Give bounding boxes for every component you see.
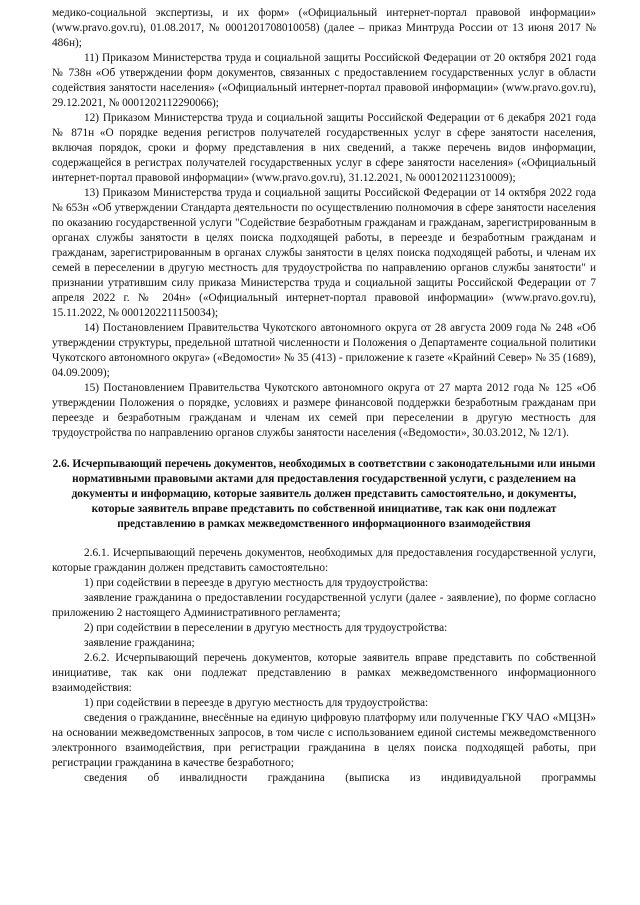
paragraph-list-item: заявление гражданина; (84, 637, 195, 649)
paragraph-2-6-1: 2.6.1. Исчерпывающий перечень документов, необходимых для предоставления государственной услуги, которые гражданин должен представить самостоятельно: (52, 547, 596, 574)
paragraph-list-item: сведения об инвалидности гражданина (выписка из индивидуальной программы (84, 772, 596, 784)
paragraph-list-item: заявление гражданина о предоставлении государственной услуги (далее - заявление), по форме согласно приложению 2 настоящего Административного регламента; (52, 592, 596, 619)
section-heading-2-6: 2.6. Исчерпывающий перечень документов, необходимых в соответствии с законодательными или иными нормативными правовыми актами для предоставления государственной услуги, с разделением на документы и информацию, которые заявитель должен представить самостоятельно, и документы, которые заявитель вправе представить по собственной инициативе, так как они подлежат представлению в рамках межведомственного информационного взаимодействия (52, 458, 596, 530)
paragraph-continuation: медико-социальной экспертизы, и их форм» («Официальный интернет-портал правовой информации» (www.pravo.gov.ru), 01.08.2017, № 0001201708010058) (далее – приказ Минтруда России от 13 июня 2017 № 486н); (52, 7, 596, 49)
paragraph-item-13: 13) Приказом Министерства труда и социальной защиты Российской Федерации от 14 октября 2022 года № 653н «Об утверждении Стандарта деятельности по осуществлению полномочия в сфере занятости населения по оказанию государственной услуги "Содействие безработным гражданам и гражданам, зарегистрированным в органах службы занятости в целях поиска подходящей работы, в переезде и безработным гражданам и гражданам, зарегистрированным в органах службы занятости в целях поиска подходящей работы, и членам их семей в переселении в другую местность для трудоустройства по направлению органов службы занятости" и признании утратившим силу приказа Министерства труда и социальной защиты Российской Федерации от 7 апреля 2022 г. № 204н» («Официальный интернет-портал правовой информации» (www.pravo.gov.ru), 15.11.2022, № 0001202211150034); (52, 187, 596, 319)
paragraph-item-15: 15) Постановлением Правительства Чукотского автономного округа от 27 марта 2012 года № 125 «Об утверждении Положения о порядке, условиях и размере финансовой поддержки безработным гражданам при переезде и безработным гражданам и членам их семей при переселении в другую местность для трудоустройства по направлению органов службы занятости населения («Ведомости», 30.03.2012, № 12/1). (52, 382, 596, 439)
paragraph-list-item: 1) при содействии в переезде в другую местность для трудоустройства: (84, 697, 429, 709)
paragraph-list-item: сведения о гражданине, внесённые на единую цифровую платформу или полученные ГКУ ЧАО «МЦЗН» на основании межведомственных запросов, в том числе с использованием единой системы межведомственного электронного взаимодействия, при регистрации гражданина в целях поиска подходящей работы, при регистрации гражданина в качестве безработного; (52, 712, 596, 769)
paragraph-list-item: 2) при содействии в переселении в другую местность для трудоустройства: (84, 622, 448, 634)
paragraph-item-12: 12) Приказом Министерства труда и социальной защиты Российской Федерации от 6 декабря 2021 года № 871н «О порядке ведения регистров получателей государственных услуг в сфере занятости населения, включая порядок, сроки и форму представления в них сведений, а также перечень видов информации, содержащейся в регистрах получателей государственных услуг в сфере занятости населения» («Официальный интернет-портал правовой информации» (www.pravo.gov.ru), 31.12.2021, № 0001202112310009); (52, 112, 596, 184)
paragraph-item-14: 14) Постановлением Правительства Чукотского автономного округа от 28 августа 2009 года № 248 «Об утверждении структуры, предельной штатной численности и Положения о Департаменте социальной политики Чукотского автономного округа» («Ведомости» № 35 (413) - приложение к газете «Крайний Север» № 35 (1689), 04.09.2009); (52, 322, 596, 379)
paragraph-item-11: 11) Приказом Министерства труда и социальной защиты Российской Федерации от 20 октября 2021 года № 738н «Об утверждении форм документов, связанных с предоставлением государственных услуг в области содействия занятости населения» («Официальный интернет-портал правовой информации» (www.pravo.gov.ru), 29.12.2021, № 0001202112290066); (52, 52, 596, 109)
paragraph-list-item: 1) при содействии в переезде в другую местность для трудоустройства: (84, 577, 429, 589)
paragraph-2-6-2: 2.6.2. Исчерпывающий перечень документов, которые заявитель вправе представить по собственной инициативе, так как они подлежат представлению в рамках межведомственного информационного взаимодействия: (52, 652, 596, 694)
